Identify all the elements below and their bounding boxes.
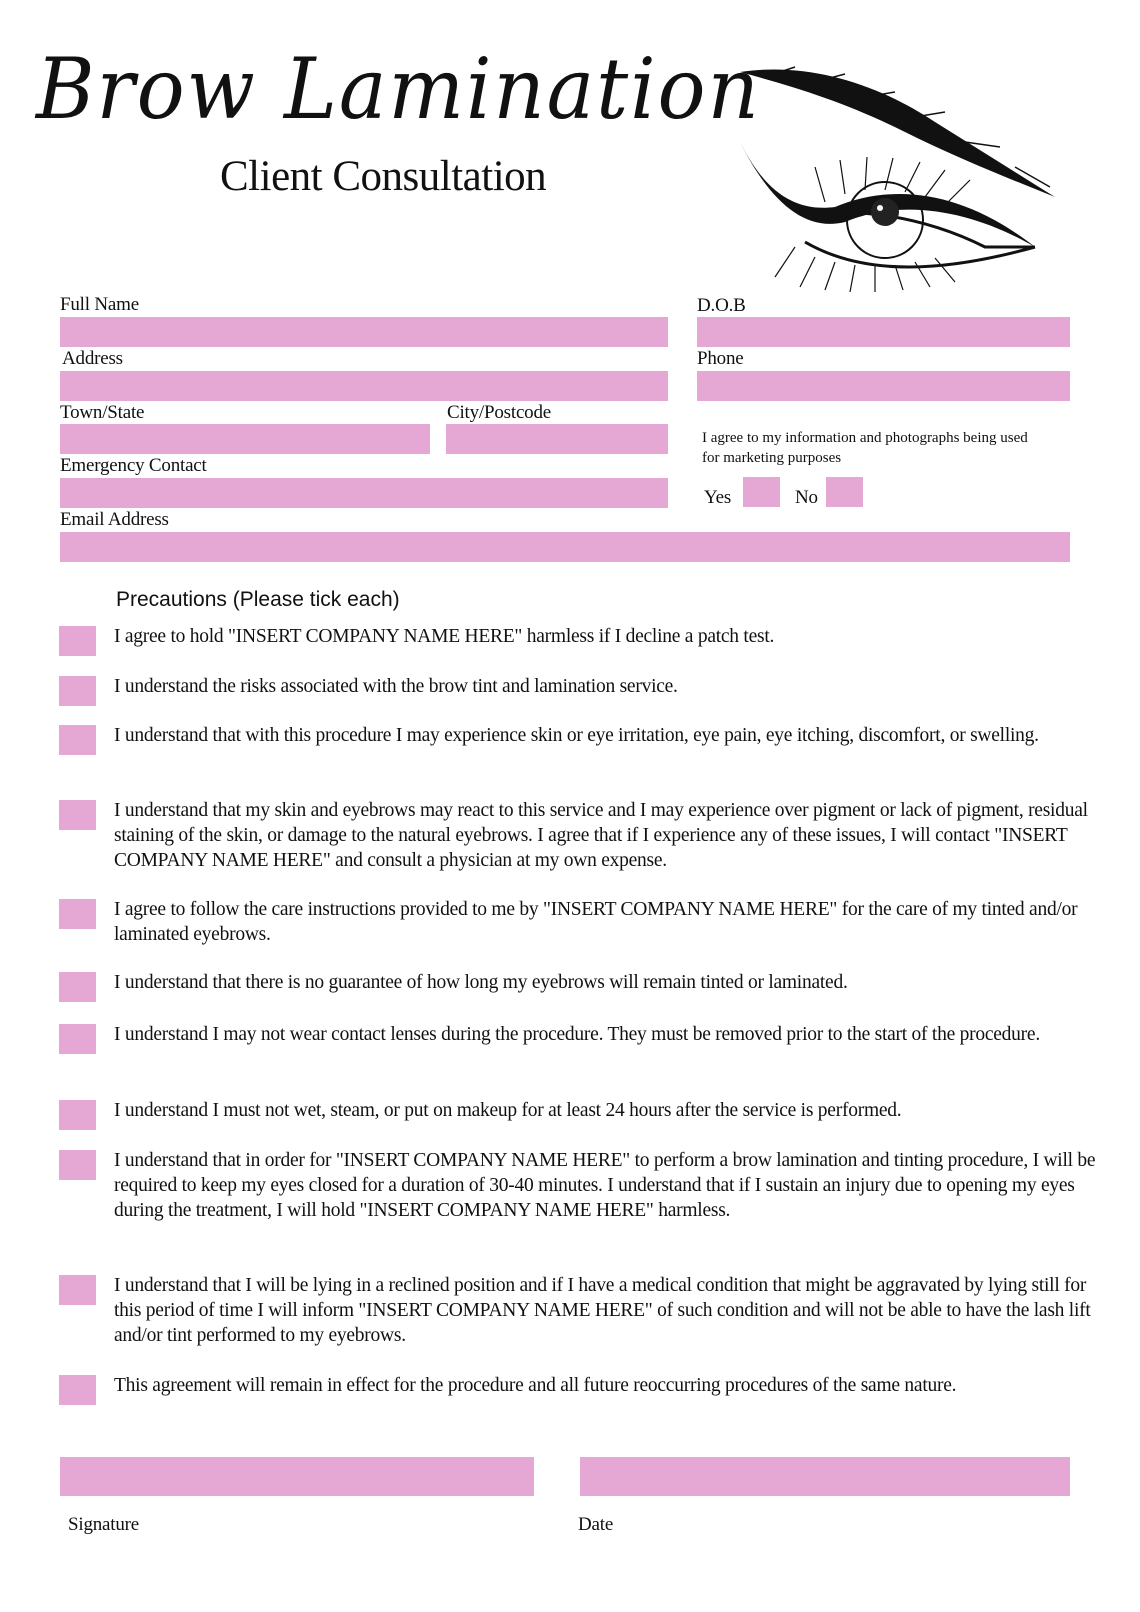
email-label: Email Address [60, 509, 169, 530]
consent-no-checkbox[interactable] [826, 477, 863, 507]
city-postcode-field[interactable] [446, 424, 668, 454]
precaution-checkbox[interactable] [59, 899, 96, 929]
precautions-heading: Precautions (Please tick each) [116, 588, 400, 611]
precaution-text: I understand that I will be lying in a reclined position and if I have a medical condition that might be aggravated by lying still for this period of time I will inform "INSERT COMPANY NAME HERE" of such condition and will not be able to have the lash lift and/or tint performed to my eyebrows. [114, 1275, 1091, 1346]
emergency-contact-label: Emergency Contact [60, 455, 207, 476]
precaution-checkbox[interactable] [59, 676, 96, 706]
email-field[interactable] [60, 532, 1070, 562]
date-label: Date [578, 1514, 614, 1535]
full-name-label: Full Name [60, 294, 139, 315]
precaution-checkbox[interactable] [59, 725, 96, 755]
signature-label: Signature [68, 1514, 140, 1535]
town-state-label: Town/State [60, 402, 145, 423]
precaution-text: I understand that in order for "INSERT COMPANY NAME HERE" to perform a brow lamination and tinting procedure, I will be required to keep my eyes closed for a duration of 30-40 minutes. I understand that if I sustain an injury due to opening my eyes during the treatment, I will hold "INSERT COMPANY NAME HERE" harmless. [114, 1150, 1096, 1221]
dob-field[interactable] [697, 317, 1070, 347]
no-label: No [795, 487, 818, 508]
precaution-text: I understand the risks associated with the brow tint and lamination service. [114, 676, 678, 697]
signature-field[interactable] [60, 1457, 534, 1496]
emergency-contact-field[interactable] [60, 478, 668, 508]
precaution-text: I understand that my skin and eyebrows may react to this service and I may experience over pigment or lack of pigment, residual staining of the skin, or damage to the natural eyebrows. I agree that if I experience any of these issues, I will contact "INSERT COMPANY NAME HERE" and consult a physician at my own expense. [114, 800, 1088, 871]
precaution-text: I agree to hold "INSERT COMPANY NAME HERE" harmless if I decline a patch test. [114, 626, 775, 647]
town-state-field[interactable] [60, 424, 430, 454]
address-field[interactable] [60, 371, 668, 401]
phone-field[interactable] [697, 371, 1070, 401]
eye-with-brow-icon [735, 62, 1095, 292]
consent-yes-checkbox[interactable] [743, 477, 780, 507]
dob-label: D.O.B [697, 295, 746, 316]
address-label: Address [62, 348, 123, 369]
precaution-text: I agree to follow the care instructions provided to me by "INSERT COMPANY NAME HERE" for the care of my tinted and/or laminated eyebrows. [114, 899, 1078, 945]
title-script: Brow Lamination [36, 40, 761, 138]
precaution-text: I understand that with this procedure I may experience skin or eye irritation, eye pain, eye itching, discomfort, or swelling. [114, 725, 1039, 746]
precaution-text: I understand that there is no guarantee of how long my eyebrows will remain tinted or laminated. [114, 972, 848, 993]
yes-label: Yes [704, 487, 732, 508]
precaution-checkbox[interactable] [59, 800, 96, 830]
full-name-field[interactable] [60, 317, 668, 347]
precaution-text: This agreement will remain in effect for the procedure and all future reoccurring procedures of the same nature. [114, 1375, 957, 1396]
marketing-consent-text: I agree to my information and photographs being used for marketing purposes [702, 430, 1028, 466]
precaution-checkbox[interactable] [59, 972, 96, 1002]
page-subtitle: Client Consultation [220, 153, 547, 200]
city-postcode-label: City/Postcode [447, 402, 552, 423]
precaution-checkbox[interactable] [59, 1275, 96, 1305]
precaution-checkbox[interactable] [59, 1375, 96, 1405]
precaution-checkbox[interactable] [59, 1150, 96, 1180]
precaution-checkbox[interactable] [59, 1100, 96, 1130]
date-field[interactable] [580, 1457, 1070, 1496]
precaution-text: I understand I must not wet, steam, or put on makeup for at least 24 hours after the service is performed. [114, 1100, 902, 1121]
precaution-checkbox[interactable] [59, 1024, 96, 1054]
precaution-text: I understand I may not wear contact lenses during the procedure. They must be removed prior to the start of the procedure. [114, 1024, 1040, 1045]
precaution-checkbox[interactable] [59, 626, 96, 656]
phone-label: Phone [697, 348, 744, 369]
